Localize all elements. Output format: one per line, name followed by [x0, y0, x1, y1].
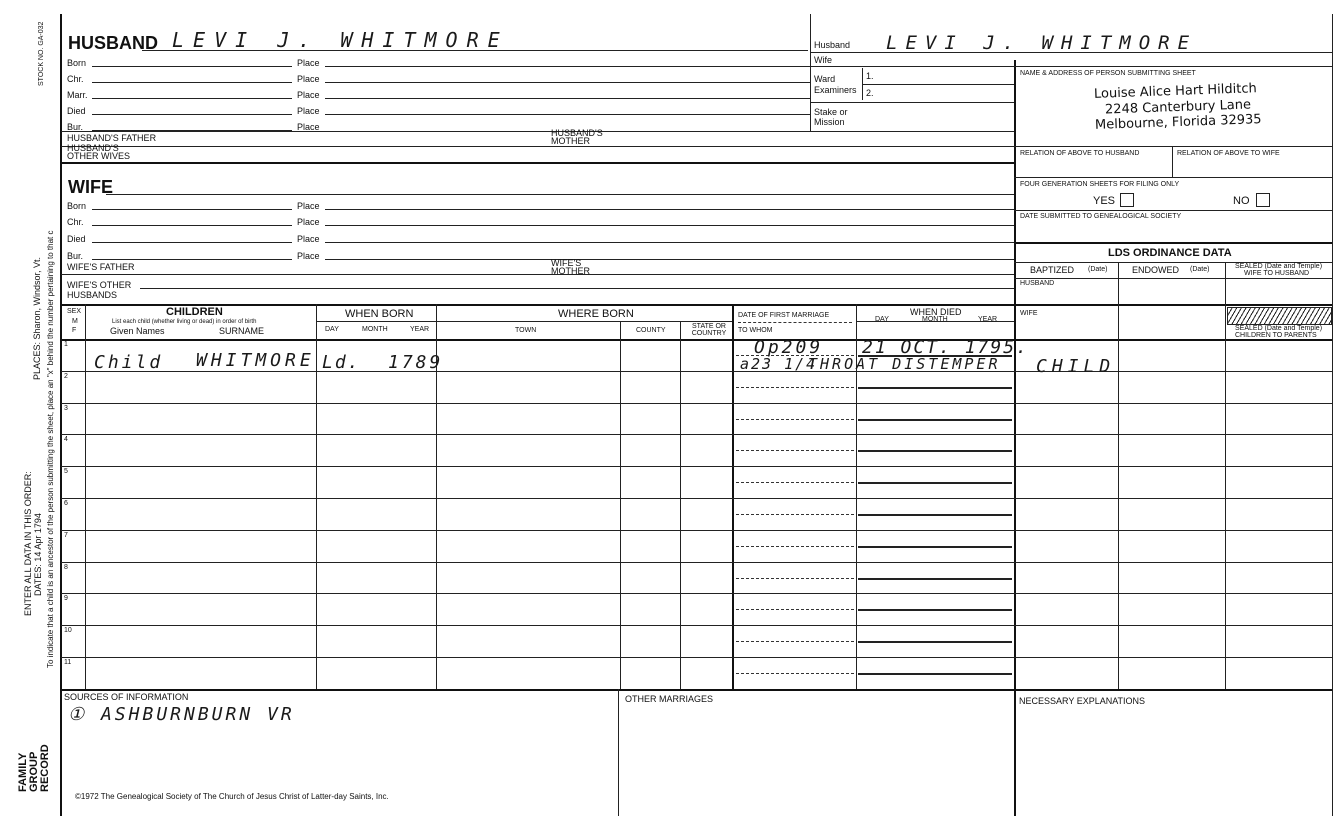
place-label: Place	[297, 217, 320, 227]
rule	[856, 502, 857, 514]
table-row-rule	[61, 657, 1332, 658]
table-row-rule	[61, 593, 1332, 594]
rule	[92, 130, 292, 131]
died-day-label: DAY	[875, 316, 889, 323]
table-row-rule	[61, 371, 1332, 372]
places-instruction: PLACES: Sharon, Windsor, Vt.	[32, 256, 42, 380]
table-row-number: 5	[64, 468, 68, 475]
rule	[856, 407, 857, 419]
table-row-number: 9	[64, 595, 68, 602]
rule	[325, 209, 1014, 210]
rule	[1014, 210, 1332, 211]
rule	[106, 194, 1014, 195]
marriage-date-line	[736, 673, 854, 674]
date-submitted-label: DATE SUBMITTED TO GENEALOGICAL SOCIETY	[1020, 213, 1182, 220]
husband-marr-label: Marr.	[67, 90, 88, 100]
marriage-date-line	[736, 546, 854, 547]
wife-mother-label: WIFE'S MOTHER	[551, 258, 590, 276]
rule	[738, 322, 852, 323]
rule	[856, 661, 857, 673]
yes-label: YES	[1093, 195, 1116, 207]
endowed-date-label: (Date)	[1190, 266, 1210, 273]
table-row-number: 8	[64, 564, 68, 571]
order-instruction: ENTER ALL DATA IN THIS ORDER:	[23, 471, 33, 616]
marriage-date-line	[736, 482, 854, 483]
husband-other-wives-label: HUSBAND'S OTHER WIVES	[67, 143, 131, 161]
right-section-rule	[1014, 60, 1016, 816]
born-day-label: DAY	[325, 326, 339, 333]
divider	[810, 14, 811, 132]
rule	[856, 438, 857, 450]
examiner-1: 1.	[866, 71, 874, 81]
wife-bur-label: Bur.	[67, 251, 84, 261]
rule	[92, 259, 292, 260]
child1-to-whom: a23 1/4	[740, 355, 818, 373]
child1-born-day: Ld.	[322, 352, 361, 373]
husband-father-label: HUSBAND'S FATHER	[67, 133, 157, 143]
rule	[620, 321, 621, 689]
when-born-label: WHEN BORN	[345, 308, 414, 320]
table-row-rule	[61, 403, 1332, 404]
no-checkbox[interactable]	[1256, 193, 1270, 207]
rule	[325, 82, 810, 83]
rule	[325, 114, 810, 115]
rule	[61, 304, 1332, 306]
husband-mother-label: HUSBAND'S MOTHER	[551, 128, 603, 146]
other-marriages-label: OTHER MARRIAGES	[625, 694, 714, 704]
ancestor-instruction: To indicate that a child is an ancestor of the person submitting the sheet, place an "x" behind the number pertaining to that c	[46, 230, 55, 668]
rule	[732, 304, 734, 689]
county-label: COUNTY	[636, 327, 666, 334]
rule	[325, 225, 1014, 226]
rule	[92, 114, 292, 115]
rule	[856, 597, 857, 609]
ward-label: Ward	[814, 74, 836, 84]
child1-surname: WHITMORE	[196, 350, 315, 371]
place-label: Place	[297, 234, 320, 244]
marriage-date-line	[736, 578, 854, 579]
rule	[1014, 177, 1332, 178]
baptized-label: BAPTIZED	[1030, 265, 1075, 275]
table-row-rule	[61, 530, 1332, 531]
table-row-number: 7	[64, 532, 68, 539]
rule	[92, 225, 292, 226]
sex-f-label: F	[72, 327, 77, 334]
table-row-rule	[61, 562, 1332, 563]
marriage-date-line	[736, 387, 854, 388]
place-label: Place	[297, 251, 320, 261]
table-row-number: 4	[64, 436, 68, 443]
died-date-line	[858, 419, 1012, 421]
table-row-rule	[61, 466, 1332, 467]
rule	[140, 288, 1014, 289]
place-label: Place	[297, 106, 320, 116]
rule	[85, 304, 86, 689]
child1-cause-of-death: THROAT DISTEMPER	[808, 355, 1001, 373]
wife-to-husband-label: WIFE TO HUSBAND	[1244, 270, 1310, 277]
sex-label: SEX	[67, 308, 82, 315]
examiners-label: Examiners	[814, 85, 857, 95]
children-title: CHILDREN	[166, 306, 223, 318]
died-date-line	[858, 387, 1012, 389]
child1-baptized: CHILD	[1036, 356, 1116, 377]
no-label: NO	[1233, 195, 1250, 207]
sex-m-label: M	[72, 318, 78, 325]
wife-father-label: WIFE'S FATHER	[67, 262, 135, 272]
rule	[436, 321, 732, 322]
table-row-number: 10	[64, 627, 72, 634]
first-marriage-label: DATE OF FIRST MARRIAGE	[738, 312, 830, 319]
rule	[856, 470, 857, 482]
wife-chr-label: Chr.	[67, 217, 84, 227]
rule	[92, 82, 292, 83]
marriage-date-line	[736, 419, 854, 420]
header-wife-label: Wife	[814, 55, 832, 65]
left-margin-rule	[60, 14, 62, 816]
rule	[862, 84, 1014, 85]
children-subtitle: List each child (whether living or dead) in order of birth	[112, 319, 257, 325]
table-row-rule	[61, 625, 1332, 626]
died-date-line	[858, 609, 1012, 611]
rule	[61, 689, 1332, 691]
state-label: STATE OR COUNTRY	[691, 323, 727, 337]
rule	[856, 375, 857, 387]
place-label: Place	[297, 90, 320, 100]
rule	[92, 98, 292, 99]
yes-checkbox[interactable]	[1120, 193, 1134, 207]
surname-label: SURNAME	[219, 326, 265, 336]
right-edge-rule	[1332, 14, 1333, 816]
header-husband-label: Husband	[814, 40, 851, 50]
rule	[316, 321, 436, 322]
marriage-date-line	[736, 514, 854, 515]
where-born-label: WHERE BORN	[558, 308, 634, 320]
sources-value: ① ASHBURNBURN VR	[68, 704, 295, 725]
died-date-line	[858, 514, 1012, 516]
born-month-label: MONTH	[362, 326, 388, 333]
relation-wife-label: RELATION OF ABOVE TO WIFE	[1177, 150, 1280, 157]
husband-born-label: Born	[67, 58, 87, 68]
sealed-w2h-label: SEALED (Date and Temple)	[1235, 263, 1323, 270]
form-title: FAMILY GROUP RECORD	[17, 744, 51, 792]
rule	[1172, 146, 1173, 177]
rule	[92, 209, 292, 210]
rule	[61, 339, 1332, 341]
place-label: Place	[297, 58, 320, 68]
marriage-date-line	[736, 641, 854, 642]
died-date-line	[858, 450, 1012, 452]
rule	[680, 321, 681, 689]
child1-born-year: 1789	[388, 352, 444, 373]
child1-given: Child	[94, 352, 164, 373]
mission-label: Mission	[814, 117, 845, 127]
submitter-street: 2248 Canterbury Lane	[1104, 97, 1252, 118]
rule	[92, 242, 292, 243]
baptized-date-label: (Date)	[1088, 266, 1108, 273]
rule	[325, 98, 810, 99]
table-row-number: 6	[64, 500, 68, 507]
submitter-name: Louise Alice Hart Hilditch	[1093, 81, 1257, 102]
died-date-line	[858, 641, 1012, 643]
sealed-c2p-label: SEALED (Date and Temple)	[1235, 325, 1323, 332]
rule	[856, 629, 857, 641]
rule	[92, 66, 292, 67]
died-month-label: MONTH	[922, 316, 948, 323]
marriage-date-line	[736, 450, 854, 451]
rule	[618, 689, 619, 816]
died-date-line	[858, 546, 1012, 548]
table-row-rule	[61, 434, 1332, 435]
lds-title: LDS ORDINANCE DATA	[1108, 247, 1232, 259]
necessary-explanations-label: NECESSARY EXPLANATIONS	[1019, 696, 1146, 706]
hatched-block	[1227, 307, 1332, 325]
header-husband-name: LEVI J. WHITMORE	[886, 32, 1198, 54]
rule	[325, 242, 1014, 243]
sources-label: SOURCES OF INFORMATION	[64, 692, 189, 702]
relation-husband-label: RELATION OF ABOVE TO HUSBAND	[1020, 150, 1140, 157]
table-row-number: 11	[64, 659, 72, 666]
rule	[810, 66, 1332, 67]
endowed-label: ENDOWED	[1132, 265, 1179, 275]
wife-label: WIFE	[68, 177, 113, 197]
to-whom-label: TO WHOM	[738, 327, 773, 334]
place-label: Place	[297, 122, 320, 132]
died-date-line	[858, 482, 1012, 484]
rule	[61, 274, 1014, 275]
submitter-city: Melbourne, Florida 32935	[1094, 112, 1262, 133]
rule	[316, 304, 317, 689]
rule	[61, 131, 1014, 132]
husband-bur-label: Bur.	[67, 122, 84, 132]
husband-died-label: Died	[67, 106, 86, 116]
died-year-label: YEAR	[978, 316, 998, 323]
rule	[61, 146, 1014, 147]
rule	[856, 343, 857, 355]
table-row-rule	[61, 498, 1332, 499]
child1-died: 21 OCT. 1795.	[862, 337, 1029, 358]
wife-other-husbands-label: WIFE'S OTHER HUSBANDS	[67, 280, 132, 300]
table-row-number: 3	[64, 405, 68, 412]
husband-chr-label: Chr.	[67, 74, 84, 84]
stake-label: Stake or	[814, 107, 848, 117]
wife-died-label: Died	[67, 234, 86, 244]
dates-instruction: DATES: 14 Apr 1794	[33, 513, 43, 596]
rule	[1014, 278, 1332, 279]
marriage-date-line	[736, 609, 854, 610]
rule	[61, 162, 1014, 164]
examiner-2: 2.	[866, 88, 874, 98]
husband-name: LEVI J. WHITMORE	[172, 28, 509, 52]
rule	[325, 66, 810, 67]
rule	[856, 534, 857, 546]
copyright: ©1972 The Genealogical Society of The Church of Jesus Christ of Latter-day Saints, Inc.	[75, 792, 389, 801]
rule	[856, 566, 857, 578]
table-row-number: 2	[64, 373, 68, 380]
town-label: TOWN	[515, 327, 537, 334]
lds-wife-label: WIFE	[1020, 310, 1038, 317]
rule	[1014, 242, 1332, 244]
died-date-line	[858, 673, 1012, 675]
given-names-label: Given Names	[110, 326, 165, 336]
four-generation-label: FOUR GENERATION SHEETS FOR FILING ONLY	[1020, 181, 1180, 188]
wife-born-label: Born	[67, 201, 87, 211]
place-label: Place	[297, 74, 320, 84]
when-died-label: WHEN DIED	[910, 307, 962, 317]
submitter-label: NAME & ADDRESS OF PERSON SUBMITTING SHEET	[1020, 70, 1196, 77]
children-to-parents-label: CHILDREN TO PARENTS	[1235, 332, 1317, 339]
stock-number: STOCK NO. GA-032	[38, 21, 45, 86]
born-year-label: YEAR	[410, 326, 430, 333]
rule	[810, 102, 1014, 103]
child1-marriage: Op209	[754, 337, 824, 358]
rule	[325, 259, 1014, 260]
husband-label: HUSBAND	[68, 33, 158, 53]
rule	[1014, 146, 1332, 147]
lds-husband-label: HUSBAND	[1020, 280, 1055, 287]
table-row-number: 1	[64, 341, 68, 348]
place-label: Place	[297, 201, 320, 211]
died-date-line	[858, 578, 1012, 580]
